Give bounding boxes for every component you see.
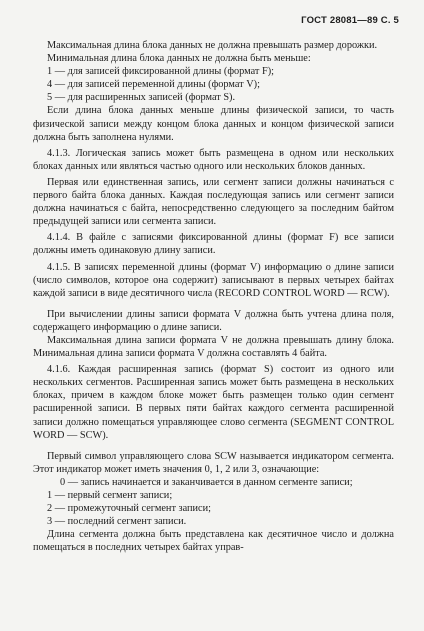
paragraph-min-block-length: Минимальная длина блока данных не должна быть меньше: <box>47 53 311 65</box>
list-item-min-length-s: 5 — для расширенных записей (формат S). <box>47 92 236 104</box>
paragraph-4-1-5: 4.1.5. В записях переменной длины (формат V) информацию о длине записи (число символов, которое она содержит) записывают в первых четырех байтах каждой записи в виде десятичного числа (RECORD CONTROL WORD — RCW). <box>33 261 394 299</box>
list-item-indicator-2: 2 — промежуточный сегмент записи; <box>47 503 211 515</box>
paragraph-4-1-6: 4.1.6. Каждая расширенная запись (формат S) состоит из одного или нескольких сегментов. Расширенная запись может быть размещена в нескольких блоках, причем в каждом блоке может быть размещен только один сегмент расширенной записи. В первых пяти байтах каждого сегмента расширенной записи должно помещаться управляющее слово сегмента (SEGMENT CONTROL WORD — SCW). <box>33 364 394 441</box>
paragraph-segment-length: Длина сегмента должна быть представлена как десятичное число и должна помещаться в последних четырех байтах управ- <box>33 529 394 554</box>
paragraph-segment-indicator: Первый символ управляющего слова SCW называется индикатором сегмента. Этот индикатор может иметь значения 0, 1, 2 или 3, означающие: <box>33 450 394 475</box>
document-body <box>33 39 394 557</box>
list-item-min-length-f: 1 — для записей фиксированной длины (формат F); <box>47 66 274 78</box>
paragraph-4-1-3: 4.1.3. Логическая запись может быть размещена в одном или нескольких блоках данных или являться частью одного или нескольких блоков данных. <box>33 147 394 172</box>
paragraph-v-format-limits: Максимальная длина записи формата V не должна превышать длину блока. Минимальная длина записи формата V должна составлять 4 байта. <box>33 334 394 360</box>
paragraph-zero-padding: Если длина блока данных меньше длины физической записи, то часть физической записи между концом блока данных и концом физической записи должна быть заполнена нулями. <box>33 105 394 143</box>
list-item-min-length-v: 4 — для записей переменной длины (формат V); <box>47 79 260 91</box>
paragraph-4-1-4: 4.1.4. В файле с записями фиксированной длины (формат F) все записи должны иметь одинаковую длину записи. <box>33 232 394 257</box>
paragraph-first-record: Первая или единственная запись, или сегмент записи должны начинаться с первого байта блока данных. Каждая последующая запись или сегмент записи должна начинаться с байта, непосредственно следующего за последним байтом предыдущей записи или сегмента записи. <box>33 176 394 228</box>
list-item-indicator-3: 3 — последний сегмент записи. <box>47 516 187 528</box>
paragraph-rcw-length: При вычислении длины записи формата V должна быть учтена длина поля, содержащего информацию о длине записи. <box>33 308 394 333</box>
page-header: ГОСТ 28081—89 С. 5 <box>301 15 399 26</box>
paragraph-max-block-length: Максимальная длина блока данных не должна превышать размер дорожки. <box>47 40 378 51</box>
list-item-indicator-1: 1 — первый сегмент записи; <box>47 490 173 501</box>
list-item-indicator-0: 0 — запись начинается и заканчивается в данном сегменте записи; <box>60 476 353 488</box>
